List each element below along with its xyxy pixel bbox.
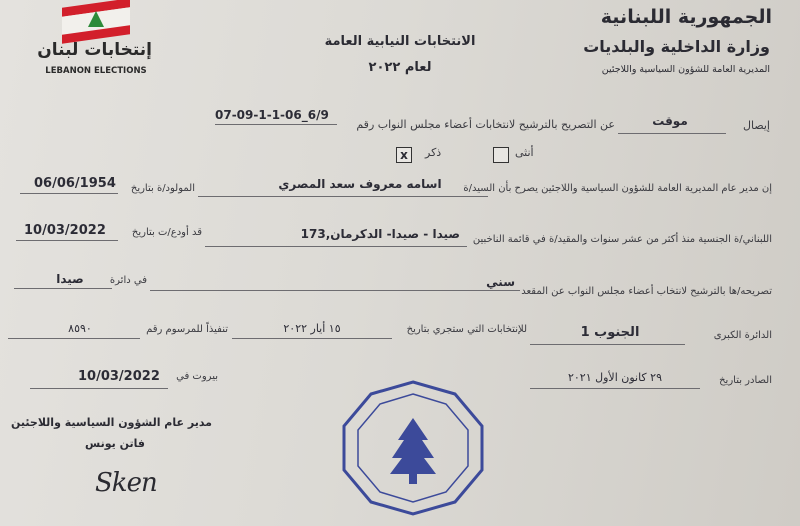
receipt-status: موقت (652, 114, 688, 128)
major-district-label: الدائرة الكبرى (713, 330, 772, 341)
logo-english: LEBANON ELECTIONS (45, 66, 147, 76)
female-checkbox[interactable] (493, 147, 509, 163)
directorate-title: المديرية العامة للشؤون السياسية واللاجئين (601, 64, 770, 75)
beirut-label: بيروت في (176, 371, 218, 382)
female-label: أنثى (515, 146, 534, 159)
issued-label: الصادر بتاريخ (719, 375, 772, 386)
declaration-label: إن مدير عام المديرية العامة للشؤون السياسية واللاجئين يصرح بأن السيد/ة (463, 183, 772, 194)
male-check-mark: x (400, 148, 408, 162)
deposit-date: 10/03/2022 (24, 223, 106, 238)
major-district-value: الجنوب 1 (580, 325, 640, 340)
lebanon-flag-icon (62, 3, 130, 41)
district-label: في دائرة (109, 275, 147, 286)
registry-label: اللبناني/ة الجنسية منذ أكثر من عشر سنوات والمقيد/ة في قائمة الناخبين (472, 234, 772, 245)
district-value: صيدا (56, 272, 84, 286)
logo-arabic: إنتخابات لبنان (37, 40, 152, 60)
issued-date: ٢٩ كانون الأول ٢٠٢١ (567, 371, 662, 384)
deposited-label: قد أودع/ت بتاريخ (131, 227, 202, 238)
receipt-label: إيصال (742, 119, 770, 132)
registry-place: صيدا - صيدا- الدكرمان,173 (300, 227, 460, 241)
born-label: المولود/ة بتاريخ (130, 183, 195, 194)
signature-title: مدير عام الشؤون السياسية واللاجئين (11, 416, 212, 429)
receipt-about-label: عن التصريح بالترشيح لانتخابات أعضاء مجلس النواب رقم (356, 118, 615, 131)
decree-number: ٨٥٩٠ (68, 322, 92, 335)
republic-title: الجمهورية اللبنانية (600, 6, 772, 28)
signature-name: فاتن يونس (85, 437, 145, 450)
official-stamp-icon (338, 378, 488, 518)
candidate-name: اسامه معروف سعد المصري (278, 177, 442, 191)
ministry-title: وزارة الداخلية والبلديات (583, 37, 770, 56)
male-label: ذكر (425, 146, 442, 159)
election-title: الانتخابات النيابية العامة (324, 34, 476, 49)
receipt-number: 07-09-1-1-06_6/9 (215, 108, 329, 122)
candidacy-label: تصريحه/ها بالترشيح لانتخاب أعضاء مجلس النواب عن المقعد (521, 286, 772, 297)
signature-scribble: Sken (95, 468, 157, 498)
beirut-date: 10/03/2022 (78, 369, 160, 384)
seat-value: سني (486, 275, 515, 289)
election-year: لعام ٢٠٢٢ (368, 60, 432, 75)
birth-date: 06/06/1954 (34, 176, 116, 191)
election-date: ١٥ أيار ٢٠٢٢ (283, 322, 341, 335)
elections-label: للإنتخابات التي ستجري بتاريخ (406, 324, 527, 335)
decree-label: تنفيذاً للمرسوم رقم (146, 324, 228, 335)
